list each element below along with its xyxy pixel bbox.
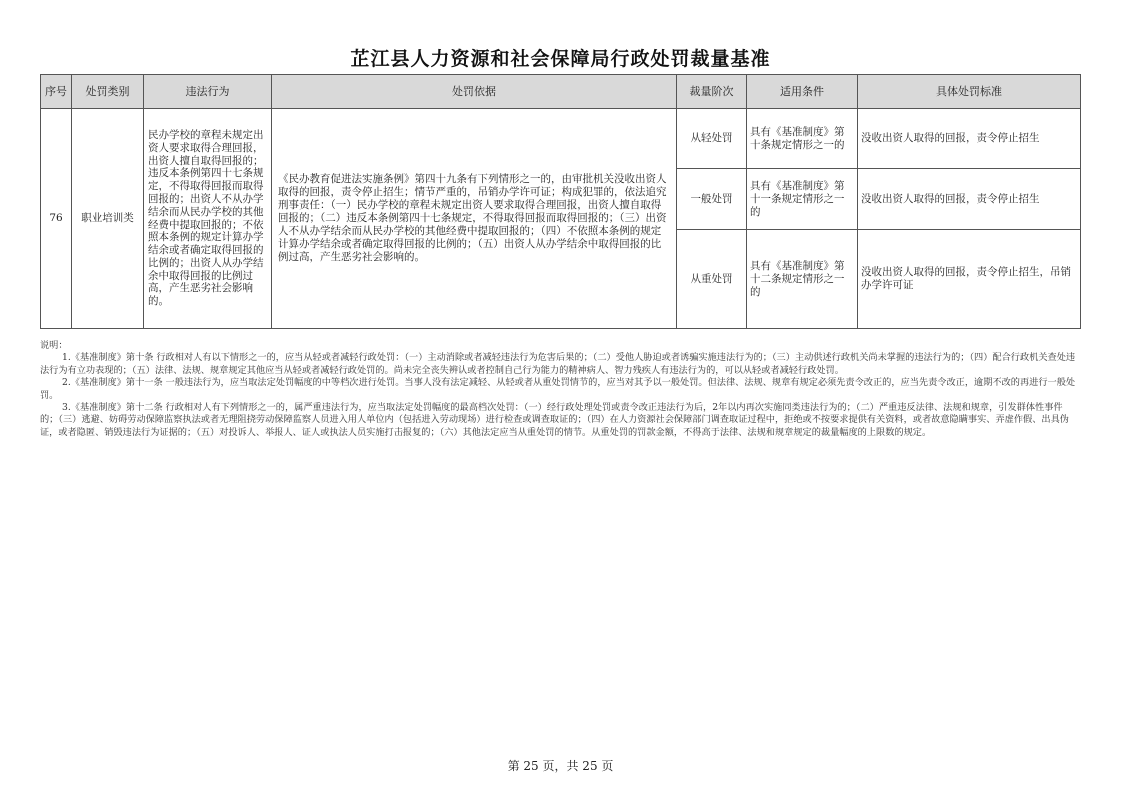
notes-section — [40, 340, 1080, 439]
note-item-3: 3.《基准制度》第十二条 行政相对人有下列情形之一的，属严重违法行为，应当取法定处罚幅度的最高档次处罚：（一）经行政处理处罚或责令改正违法行为后，2年以内再次实施同类违法行为的；（二）严重违反法律、法规和规章，引发群体性事件的；（三）逃避、妨碍劳动保障监察执法或者无理阻挠劳动保障监察人员进入用人单位内（包括进入劳动现场）进行检查或调查取证的；（四）在人力资源社会保障部门调查取证过程中，拒绝或不按要求提供有关资料，或者故意隐瞒事实、弄虚作假、出具伪证，或者隐匿、销毁违法行为证据的；（五）对投诉人、举报人、证人或执法人员实施打击报复的；（六）其他法定应当从重处罚的情节。从重处罚的罚款金额，不得高于法律、法规和规章规定的裁量幅度的上限数的规定。 — [40, 402, 1069, 438]
level-heavy: 从重处罚 — [677, 230, 747, 329]
header-behavior: 违法行为 — [144, 75, 272, 109]
level-normal: 一般处罚 — [677, 169, 747, 230]
condition-heavy: 具有《基准制度》第十二条规定情形之一的 — [747, 230, 858, 329]
notes-heading: 说明： — [40, 340, 68, 351]
condition-normal: 具有《基准制度》第十一条规定情形之一的 — [747, 169, 858, 230]
standard-heavy: 没收出资人取得的回报，责令停止招生，吊销办学许可证 — [858, 230, 1081, 329]
page-title: 芷江县人力资源和社会保障局行政处罚裁量基准 — [350, 48, 771, 70]
header-basis: 处罚依据 — [272, 75, 677, 109]
row-category: 职业培训类 — [72, 109, 144, 329]
penalty-table — [40, 74, 1081, 329]
page-number: 第 25 页，共 25 页 — [507, 759, 614, 773]
table-row — [41, 109, 1081, 169]
table-header-row — [41, 75, 1081, 109]
row-behavior: 民办学校的章程未规定出资人要求取得合理回报，出资人擅自取得回报的；违反本条例第四十七条规定，不得取得回报而取得回报的；出资人不从办学结余而从民办学校的其他经费中提取回报的；不依照本条例的规定计算办学结余或者确定取得回报的比例的；出资人从办学结余中取得回报的比例过高，产生恶劣社会影响的。 — [144, 109, 272, 329]
standard-light: 没收出资人取得的回报，责令停止招生 — [858, 109, 1081, 169]
condition-light: 具有《基准制度》第十条规定情形之一的 — [747, 109, 858, 169]
header-category: 处罚类别 — [72, 75, 144, 109]
note-item-2: 2.《基准制度》第十一条 一般违法行为，应当取法定处罚幅度的中等档次进行处罚。当事人没有法定减轻、从轻或者从重处罚情节的，应当对其予以一般处罚。但法律、法规、规章有规定必须先责令改正的，应当先责令改正，逾期不改的再进行一般处罚。 — [40, 377, 1076, 401]
header-condition: 适用条件 — [747, 75, 858, 109]
row-basis: 《民办教育促进法实施条例》第四十九条有下列情形之一的，由审批机关没收出资人取得的回报，责令停止招生；情节严重的，吊销办学许可证；构成犯罪的，依法追究刑事责任：（一）民办学校的章程未规定出资人要求取得合理回报，出资人擅自取得回报的；（二）违反本条例第四十七条规定，不得取得回报而取得回报的；（三）出资人不从办学结余而从民办学校的其他经费中提取回报的；（四）不依照本条例的规定计算办学结余或者确定取得回报的比例的；（五）出资人从办学结余中取得回报的比例过高，产生恶劣社会影响的。 — [272, 109, 677, 329]
note-item-1: 1.《基准制度》第十条 行政相对人有以下情形之一的，应当从轻或者减轻行政处罚：（一）主动消除或者减轻违法行为危害后果的；（二）受他人胁迫或者诱骗实施违法行为的；（三）主动供述行政机关尚未掌握的违法行为的；（四）配合行政机关查处违法行为有立功表现的；（五）法律、法规、规章规定其他应当从轻或者减轻行政处罚的。尚未完全丧失辨认或者控制自己行为能力的精神病人、智力残疾人有违法行为的，可以从轻或者减轻行政处罚。 — [40, 352, 1076, 376]
row-no: 76 — [41, 109, 72, 329]
header-standard: 具体处罚标准 — [858, 75, 1081, 109]
header-level: 裁量阶次 — [677, 75, 747, 109]
level-light: 从轻处罚 — [677, 109, 747, 169]
header-no: 序号 — [41, 75, 72, 109]
standard-normal: 没收出资人取得的回报，责令停止招生 — [858, 169, 1081, 230]
